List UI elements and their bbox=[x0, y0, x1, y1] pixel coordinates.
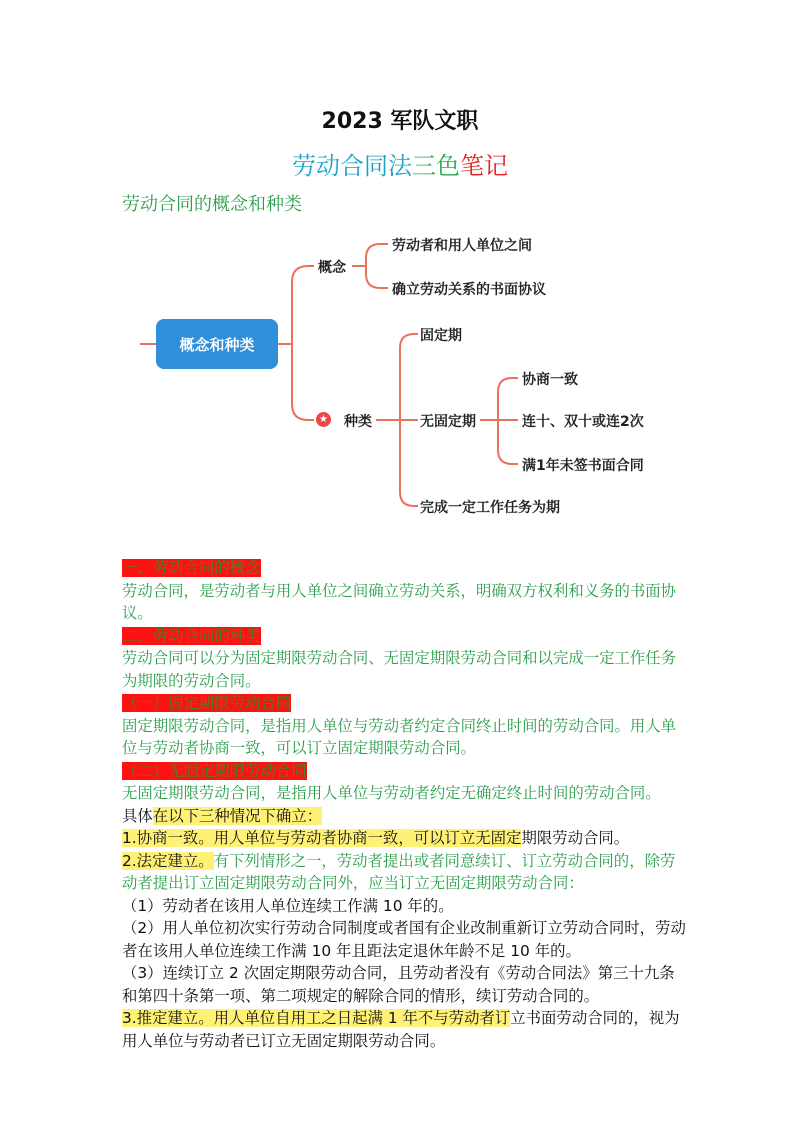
heading-types: 二、劳动合同的种类 bbox=[122, 626, 261, 645]
case-2-highlight: 2.法定建立。 bbox=[122, 851, 214, 870]
three-cases-lead: 具体 bbox=[122, 806, 153, 825]
node-open-term: 无固定期 bbox=[420, 414, 476, 430]
paragraph-case-2-item-2: （2）用人单位初次实行劳动合同制度或者国有企业改制重新订立劳动合同时，劳动者在该用人单位连续工作满 10 年且距法定退休年龄不足 10 年的。 bbox=[122, 919, 686, 960]
case-2-rest: 有下列情形之一，劳动者提出或者同意续订、订立劳动合同的，除劳动者提出订立固定期限劳动合同外，应当订立无固定期限劳动合同： bbox=[122, 851, 676, 892]
branch-concept bbox=[292, 266, 314, 344]
paragraph-three-cases bbox=[122, 805, 687, 828]
node-task-term: 完成一定工作任务为期 bbox=[420, 500, 560, 516]
paragraph-case-1 bbox=[122, 827, 687, 850]
heading-fixed-term: （一）固定期限劳动合同 bbox=[122, 694, 292, 712]
node-open-child-1: 协商一致 bbox=[522, 372, 578, 388]
three-cases-highlight: 在以下三种情况下确立： bbox=[152, 806, 323, 825]
paragraph-case-3 bbox=[122, 1007, 687, 1052]
star-icon: ★ bbox=[316, 412, 331, 427]
case-1-highlight: 1.协商一致。用人单位与劳动者协商一致，可以订立无固定 bbox=[122, 829, 522, 847]
node-concept-child-2: 确立劳动关系的书面协议 bbox=[392, 282, 546, 298]
paragraph-case-2-item-1: （1）劳动者在该用人单位连续工作满 10 年的。 bbox=[122, 896, 454, 915]
open-child-3 bbox=[498, 420, 518, 464]
paragraph-case-2-item-3: （3）连续订立 2 次固定期限劳动合同，且劳动者没有《劳动合同法》第三十九条和第四十条第一项、第二项规定的解除合同的情形，续订劳动合同的。 bbox=[122, 964, 675, 1005]
concept-child-2 bbox=[366, 266, 388, 288]
case-3-highlight: 3.推定建立。用人单位自用工之日起满 1 年不与劳动者订 bbox=[122, 1009, 511, 1027]
mind-map-root: 概念和种类 bbox=[156, 319, 278, 369]
paragraph-fixed-term: 固定期限劳动合同，是指用人单位与劳动者约定合同终止时间的劳动合同。用人单位与劳动者协商一致，可以订立固定期限劳动合同。 bbox=[122, 716, 677, 757]
open-child-1 bbox=[498, 378, 518, 420]
subtitle-part-3: 笔记 bbox=[460, 152, 508, 180]
node-open-child-3: 满1年未签书面合同 bbox=[522, 458, 644, 474]
document-title: 2023 军队文职 bbox=[321, 109, 479, 134]
subtitle-part-1: 劳动合同法 bbox=[292, 152, 412, 180]
node-open-child-2: 连十、双十或连2次 bbox=[522, 414, 644, 430]
branch-types bbox=[292, 344, 314, 420]
paragraph-types: 劳动合同可以分为固定期限劳动合同、无固定期限劳动合同和以完成一定工作任务为期限的劳动合同。 bbox=[122, 649, 677, 690]
concept-child-1 bbox=[366, 244, 388, 266]
case-3-rest: 立书面劳动合同的，视为用人单位与劳动者已订立无固定期限劳动合同。 bbox=[122, 1009, 680, 1050]
node-concept: 概念 bbox=[318, 260, 346, 276]
node-concept-child-1: 劳动者和用人单位之间 bbox=[392, 238, 532, 254]
paragraph-concept: 劳动合同，是劳动者与用人单位之间确立劳动关系，明确双方权利和义务的书面协议。 bbox=[122, 581, 677, 622]
notes-body bbox=[122, 557, 687, 1052]
types-child-task bbox=[400, 420, 418, 506]
mind-map bbox=[0, 0, 800, 540]
node-fixed-term: 固定期 bbox=[420, 328, 462, 344]
paragraph-case-2 bbox=[122, 850, 687, 895]
case-1-rest: 期限劳动合同。 bbox=[521, 829, 630, 847]
node-types: 种类 bbox=[344, 414, 372, 430]
section-title: 劳动合同的概念和种类 bbox=[122, 194, 302, 215]
paragraph-open-term: 无固定期限劳动合同，是指用人单位与劳动者约定无确定终止时间的劳动合同。 bbox=[122, 784, 661, 802]
subtitle-part-2: 三色 bbox=[412, 152, 460, 180]
heading-open-term: （二）无固定期限劳动合同 bbox=[122, 761, 307, 780]
mind-map-connectors bbox=[0, 0, 800, 540]
types-child-fixed bbox=[400, 334, 418, 420]
heading-concept: 一、劳动合同的概念 bbox=[122, 559, 261, 577]
